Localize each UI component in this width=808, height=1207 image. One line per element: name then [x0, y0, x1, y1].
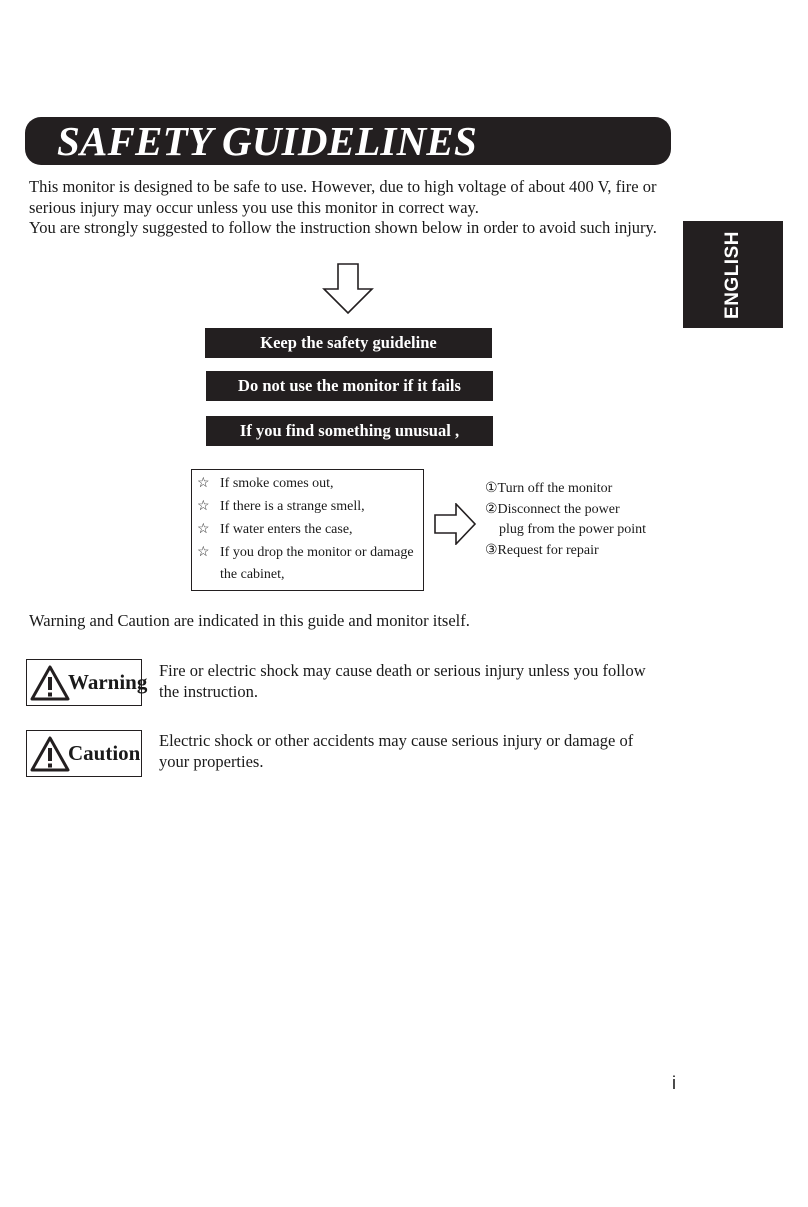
caution-triangle-icon — [30, 735, 70, 773]
step-2-continued: plug from the power point — [499, 522, 646, 537]
step-1: ①Turn off the monitor — [485, 481, 613, 496]
warning-label-text: Warning — [68, 670, 148, 694]
conditions-box — [191, 469, 424, 591]
conditions-list — [192, 470, 423, 586]
warning-description: Fire or electric shock may cause death or serious injury unless you follow the instruction. — [159, 661, 646, 701]
action-steps — [485, 479, 646, 561]
page-number: i — [672, 1073, 676, 1093]
intro-paragraph-1: This monitor is designed to be safe to use. However, due to high voltage of about 400 V, fire or serious injury may occur unless you use this monitor in correct way. — [29, 177, 657, 217]
caution-label — [26, 730, 142, 777]
indication-note: Warning and Caution are indicated in this guide and monitor itself. — [29, 611, 470, 630]
star-icon: ☆ — [197, 522, 210, 537]
page-title: SAFETY GUIDELINES — [57, 118, 477, 164]
condition-text: If water enters the case, — [220, 522, 353, 537]
condition-text: If you drop the monitor or damage the cabinet, — [220, 545, 414, 582]
list-item — [197, 542, 423, 586]
list-item — [197, 496, 423, 518]
condition-text: If there is a strange smell, — [220, 499, 365, 514]
down-arrow-icon — [320, 263, 376, 315]
intro-paragraph-2: You are strongly suggested to follow the instruction shown below in order to avoid such injury. — [29, 218, 657, 237]
guideline-bar-if-unusual: If you find something unusual , — [206, 416, 493, 446]
right-arrow-icon — [434, 503, 476, 545]
title-banner — [25, 117, 671, 165]
star-icon: ☆ — [197, 545, 210, 560]
star-icon: ☆ — [197, 499, 210, 514]
condition-text: If smoke comes out, — [220, 476, 334, 491]
warning-triangle-icon — [30, 664, 70, 702]
language-tab — [683, 221, 783, 328]
guideline-bar-keep-safety: Keep the safety guideline — [205, 328, 492, 358]
caution-description: Electric shock or other accidents may cause serious injury or damage of your properties. — [159, 731, 634, 771]
star-icon: ☆ — [197, 476, 210, 491]
warning-label — [26, 659, 148, 706]
list-item — [197, 519, 423, 541]
language-tab-label: ENGLISH — [722, 230, 743, 319]
step-3: ③Request for repair — [485, 542, 599, 558]
list-item — [197, 473, 423, 495]
caution-label-text: Caution — [68, 741, 141, 765]
step-2: ②Disconnect the power — [485, 501, 620, 517]
intro-text — [29, 177, 659, 239]
guideline-bar-do-not-use: Do not use the monitor if it fails — [206, 371, 493, 401]
